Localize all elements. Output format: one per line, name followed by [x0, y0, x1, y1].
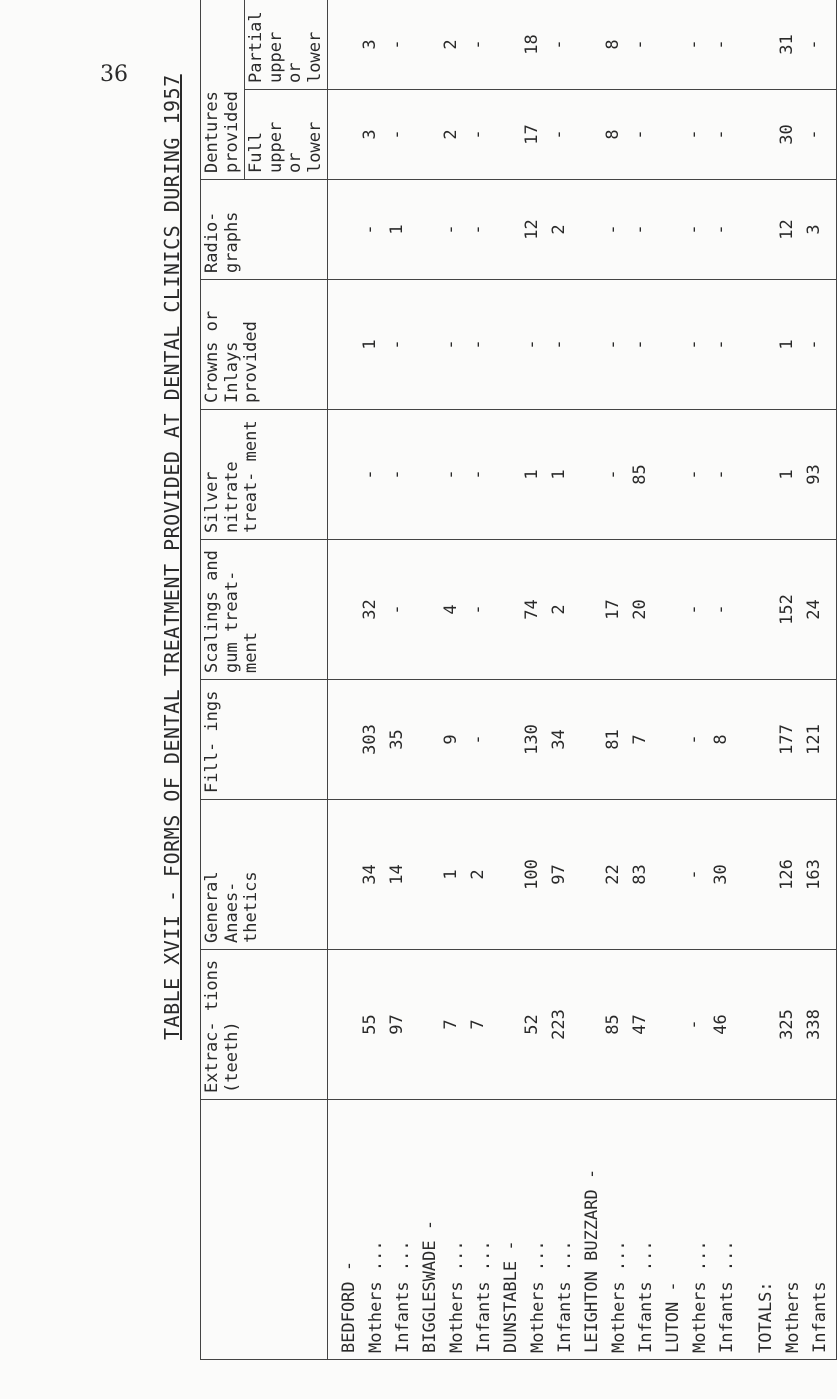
table-cell: 130 [522, 724, 543, 755]
header-row-1 [201, 0, 245, 1360]
table-cell: - [468, 604, 489, 615]
table-cell: - [684, 734, 705, 745]
row-label: Mothers ... [366, 1240, 387, 1353]
table-cell: - [684, 1019, 705, 1030]
header-radiographs: Radio- graphs [201, 180, 328, 280]
table-cell: - [468, 39, 489, 50]
table-cell: 2 [441, 39, 462, 50]
totals-cell: 1 [777, 339, 798, 350]
table-cell: - [360, 469, 381, 480]
clinic-name-biggleswade: BIGGLESWADE - [420, 1219, 441, 1353]
totals-cell: - [804, 39, 825, 50]
table-cell: - [387, 129, 408, 140]
totals-cell: 163 [804, 859, 825, 890]
table-cell: 9 [441, 734, 462, 745]
header-crowns: Crowns or Inlays provided [201, 280, 328, 410]
table-cell: - [711, 224, 732, 235]
table-cell: 85 [630, 464, 651, 485]
row-label: Infants ... [636, 1240, 657, 1353]
table-cell: 1 [549, 469, 570, 480]
table-cell: - [630, 224, 651, 235]
totals-row-label: Mothers [783, 1281, 804, 1353]
table-cell: 52 [522, 1014, 543, 1035]
table-title: TABLE XVII - FORMS OF DENTAL TREATMENT PROVIDED AT DENTAL CLINICS DURING 1957 [160, 74, 184, 1040]
table-cell: 1 [360, 339, 381, 350]
table-cell: 7 [630, 734, 651, 745]
table-cell: - [684, 129, 705, 140]
table-cell: 7 [468, 1019, 489, 1030]
header-extractions: Extrac- tions (teeth) [201, 950, 328, 1100]
table-cell: 47 [630, 1014, 651, 1035]
table-cell: 20 [630, 599, 651, 620]
table-cell: 2 [549, 224, 570, 235]
column-scalings [328, 540, 837, 680]
totals-cell: - [804, 339, 825, 350]
table-cell: - [441, 224, 462, 235]
table-cell: 1 [522, 469, 543, 480]
table-cell: - [549, 39, 570, 50]
table-cell: - [603, 224, 624, 235]
table-cell: 8 [603, 129, 624, 140]
column-extractions [328, 950, 837, 1100]
row-label: Mothers ... [609, 1240, 630, 1353]
totals-cell: 93 [804, 464, 825, 485]
header-dentures-group: Dentures provided [201, 0, 245, 180]
table-cell: - [603, 339, 624, 350]
table-cell: - [711, 39, 732, 50]
totals-cell: 31 [777, 34, 798, 55]
totals-label: TOTALS: [756, 1281, 777, 1353]
table-cell: 22 [603, 864, 624, 885]
table-cell: 30 [711, 864, 732, 885]
table-cell: - [630, 339, 651, 350]
table-cell: 12 [522, 219, 543, 240]
table-cell: - [684, 224, 705, 235]
table-cell: 74 [522, 599, 543, 620]
table-cell: 34 [549, 729, 570, 750]
table-cell: - [387, 469, 408, 480]
totals-cell: 1 [777, 469, 798, 480]
table-cell: - [630, 39, 651, 50]
row-label: Mothers ... [528, 1240, 549, 1353]
column-partial-dentures [328, 0, 837, 90]
table-cell: 223 [549, 1009, 570, 1040]
table-cell: 2 [441, 129, 462, 140]
table-cell: 46 [711, 1014, 732, 1035]
table-cell: - [441, 339, 462, 350]
table-cell: 100 [522, 859, 543, 890]
clinic-labels-cell [328, 1100, 837, 1360]
table-cell: 32 [360, 599, 381, 620]
header-fillings: Fill- ings [201, 680, 328, 800]
table-cell: 2 [468, 869, 489, 880]
page-number: 36 [100, 62, 128, 87]
column-anaesthetics [328, 800, 837, 950]
header-scalings: Scalings and gum treat- ment [201, 540, 328, 680]
row-label: Mothers ... [447, 1240, 468, 1353]
table-cell: 34 [360, 864, 381, 885]
table-cell: - [684, 469, 705, 480]
table-cell: - [630, 129, 651, 140]
table-cell: 3 [360, 39, 381, 50]
totals-cell: 338 [804, 1009, 825, 1040]
table-cell: 8 [603, 39, 624, 50]
table-cell: - [468, 339, 489, 350]
totals-cell: 121 [804, 724, 825, 755]
row-label: Infants ... [717, 1240, 738, 1353]
clinic-name-dunstable: DUNSTABLE - [501, 1240, 522, 1353]
header-anaesthetics: General Anaes- thetics [201, 800, 328, 950]
table-cell: 17 [522, 124, 543, 145]
header-partial-dentures: Partial upper or lower [245, 0, 328, 90]
table-cell: 97 [387, 1014, 408, 1035]
table-cell: - [387, 39, 408, 50]
table-cell: - [711, 469, 732, 480]
table-cell: - [684, 339, 705, 350]
table-cell: 14 [387, 864, 408, 885]
table-cell: - [711, 604, 732, 615]
column-full-dentures [328, 90, 837, 180]
table-cell: 1 [441, 869, 462, 880]
row-label: Infants ... [393, 1240, 414, 1353]
body-row [328, 0, 837, 1360]
dental-treatment-table [200, 0, 837, 1360]
column-radiographs [328, 180, 837, 280]
table-cell: - [711, 129, 732, 140]
header-full-dentures: Full upper or lower [245, 90, 328, 180]
table-cell: 1 [387, 224, 408, 235]
totals-cell: 126 [777, 859, 798, 890]
table-cell: 83 [630, 864, 651, 885]
header-category [201, 1100, 328, 1360]
table-cell: - [468, 129, 489, 140]
table-cell: - [549, 129, 570, 140]
table-cell: - [468, 734, 489, 745]
row-label: Mothers ... [690, 1240, 711, 1353]
table-cell: - [711, 339, 732, 350]
table-cell: - [468, 224, 489, 235]
table-cell: - [441, 469, 462, 480]
table-cell: 97 [549, 864, 570, 885]
column-silver-nitrate [328, 410, 837, 540]
table-cell: 85 [603, 1014, 624, 1035]
row-label: Infants ... [555, 1240, 576, 1353]
rotated-table-container [200, 0, 831, 1360]
table-cell: 3 [360, 129, 381, 140]
clinic-name-luton: LUTON - [663, 1281, 684, 1353]
totals-cell: 177 [777, 724, 798, 755]
row-label: Infants ... [474, 1240, 495, 1353]
table-cell: - [684, 869, 705, 880]
table-cell: - [603, 469, 624, 480]
totals-cell: 30 [777, 124, 798, 145]
column-fillings [328, 680, 837, 800]
clinic-name-bedford: BEDFORD - [339, 1260, 360, 1353]
table-cell: 55 [360, 1014, 381, 1035]
totals-cell: 152 [777, 594, 798, 625]
table-cell: - [468, 469, 489, 480]
table-cell: 81 [603, 729, 624, 750]
table-cell: 4 [441, 604, 462, 615]
table-cell: - [387, 339, 408, 350]
table-cell: 2 [549, 604, 570, 615]
table-cell: 303 [360, 724, 381, 755]
table-cell: - [684, 39, 705, 50]
totals-cell: 24 [804, 599, 825, 620]
table-cell: 18 [522, 34, 543, 55]
table-cell: - [549, 339, 570, 350]
clinic-name-leighton-buzzard: LEIGHTON BUZZARD - [582, 1168, 603, 1353]
table-cell: - [360, 224, 381, 235]
table-cell: - [387, 604, 408, 615]
header-silver-nitrate: Silver nitrate treat- ment [201, 410, 328, 540]
table-cell: - [684, 604, 705, 615]
totals-cell: - [804, 129, 825, 140]
column-crowns [328, 280, 837, 410]
table-cell: 17 [603, 599, 624, 620]
totals-cell: 325 [777, 1009, 798, 1040]
totals-row-label: Infants [810, 1281, 831, 1353]
totals-cell: 3 [804, 224, 825, 235]
table-cell: 7 [441, 1019, 462, 1030]
table-cell: - [522, 339, 543, 350]
table-cell: 35 [387, 729, 408, 750]
totals-cell: 12 [777, 219, 798, 240]
table-cell: 8 [711, 734, 732, 745]
